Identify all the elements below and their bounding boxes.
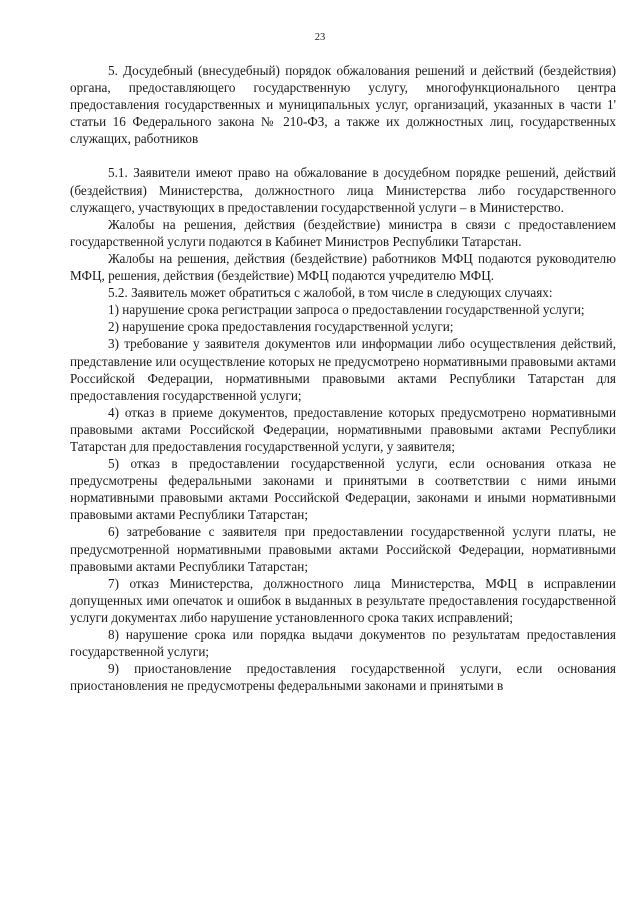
paragraph-5-1: 5.1. Заявители имеют право на обжалование в досудебном порядке решений, действий (бездействия) Министерства, должностного лица Министерства либо государственного служащего, участвующих в предоставлении государственной услуги – в Министерство. (70, 165, 616, 215)
list-item-2: 2) нарушение срока предоставления государственной услуги; (108, 319, 454, 335)
paragraph-complaints-mfc: Жалобы на решения, действия (бездействие) работников МФЦ подаются руководителю МФЦ, решения, действия (бездействие) МФЦ подаются учредителю МФЦ. (70, 250, 616, 284)
list-item-6: 6) затребование с заявителя при предоставлении государственной услуги платы, не предусмотренной нормативными правовыми актами Российской Федерации, нормативными правовыми актами Республики Татарстан; (70, 524, 616, 574)
paragraph-complaints-minister: Жалобы на решения, действия (бездействие) министра в связи с предоставлением государственной услуги подаются в Кабинет Министров Республики Татарстан. (70, 216, 616, 249)
section-heading: 5. Досудебный (внесудебный) порядок обжалования решений и действий (бездействия) органа, предоставляющего государственную услугу, многофункционального центра предоставления государственных и муниципальных услуг, организаций, указанных в части 1' статьи 16 Федерального закона № 210-ФЗ, а также их должностных лиц, государственных служащих, работников (70, 63, 616, 147)
list-item-1: 1) нарушение срока регистрации запроса о предоставлении государственной услуги; (108, 302, 585, 318)
paragraph-5-2: 5.2. Заявитель может обратиться с жалобой, в том числе в следующих случаях: (108, 285, 553, 301)
page-number: 23 (314, 32, 326, 43)
list-item-4: 4) отказ в приеме документов, предоставление которых предусмотрено нормативными правовыми актами Российской Федерации, нормативными правовыми актами Республики Татарстан для предоставления государственной услуги, у заявителя; (70, 404, 616, 454)
list-item-3: 3) требование у заявителя документов или информации либо осуществления действий, представление или осуществление которых не предусмотрено нормативными правовыми актами Российской Федерации, нормативными правовыми актами Республики Татарстан для предоставления государственной услуги; (70, 336, 616, 403)
list-item-5: 5) отказ в предоставлении государственной услуги, если основания отказа не предусмотрены федеральными законами и принятыми в соответствии с ними иными нормативными правовыми актами Российской Федерации, законами и иными нормативными правовыми актами Республики Татарстан; (70, 456, 616, 523)
list-item-9: 9) приостановление предоставления государственной услуги, если основания приостановления не предусмотрены федеральными законами и принятыми в (70, 661, 616, 694)
list-item-8: 8) нарушение срока или порядка выдачи документов по результатам предоставления государственной услуги; (70, 627, 616, 660)
document-body (70, 62, 616, 694)
list-item-7: 7) отказ Министерства, должностного лица Министерства, МФЦ в исправлении допущенных ими опечаток и ошибок в выданных в результате предоставления государственной услуги документах либо нарушение установленного срока таких исправлений; (70, 575, 616, 625)
